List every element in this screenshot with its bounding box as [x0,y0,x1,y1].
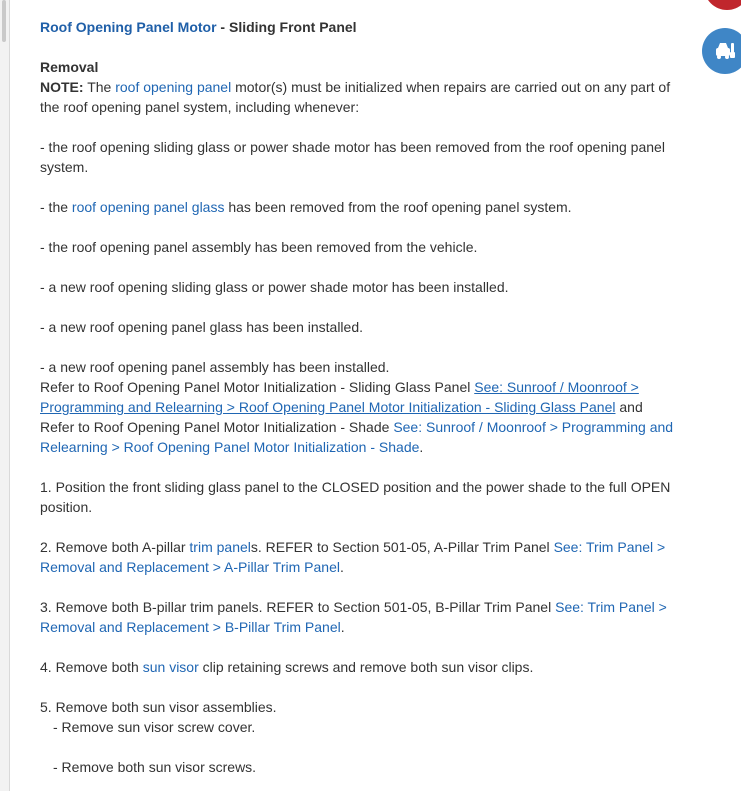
step-5: 5. Remove both sun visor assemblies. [40,699,277,715]
step-3 [40,597,680,637]
refer-paragraph [40,377,680,457]
step-4-post: clip retaining screws and remove both sun visor clips. [198,659,534,675]
refer-text-3: . [419,439,424,455]
bullet-5: - a new roof opening panel glass has been installed. [40,319,363,335]
article [40,17,680,777]
step-4 [40,657,680,677]
refer-text-1: Refer to Roof Opening Panel Motor Initialization - Sliding Glass Panel [40,379,475,395]
note-label: NOTE: [40,79,84,95]
step-2 [40,537,680,577]
step-2-pre: 2. Remove both A-pillar [40,539,190,555]
title-rest: - Sliding Front Panel [216,19,357,35]
sun-visor-link[interactable]: sun visor [142,659,199,675]
a-pillar-trim-link[interactable]: See: Trim Panel > Removal and Replacement > A-Pillar Trim Panel [40,539,666,575]
step-2-end: . [339,559,344,575]
scrollbar[interactable] [0,0,10,791]
note-paragraph [40,77,680,117]
red-action-button[interactable] [704,0,741,10]
bullet-4: - a new roof opening sliding glass or power shade motor has been installed. [40,279,509,295]
step-4-pre: 4. Remove both [40,659,143,675]
roof-opening-panel-link[interactable]: roof opening panel [115,79,232,95]
step-2-mid: s. REFER to Section 501-05, A-Pillar Trim Panel [250,539,554,555]
step-5-substep-b: - Remove both sun visor screws. [53,759,257,775]
step-1: 1. Position the front sliding glass panel to the CLOSED position and the power shade to the full OPEN position. [40,479,671,515]
car-service-icon [713,39,737,63]
bullet-2-pre: - the [40,199,72,215]
shade-init-link[interactable]: See: Sunroof / Moonroof > Programming and Relearning > Roof Opening Panel Motor Initialization - Shade [40,419,674,455]
removal-heading: Removal [40,59,99,75]
refer-text-2: and Refer to Roof Opening Panel Motor Initialization - Shade [40,399,643,435]
title-link[interactable]: Roof Opening Panel Motor [40,19,217,35]
note-pre: The [83,79,116,95]
step-3-end: . [340,619,345,635]
bullet-6: - a new roof opening panel assembly has been installed. [40,359,390,375]
bullet-3: - the roof opening panel assembly has been removed from the vehicle. [40,239,478,255]
bullet-1: - the roof opening sliding glass or power shade motor has been removed from the roof opening panel system. [40,139,665,175]
bullet-2 [40,197,680,217]
step-3-pre: 3. Remove both B-pillar trim panels. REFER to Section 501-05, B-Pillar Trim Panel [40,599,556,615]
trim-panel-link[interactable]: trim panel [189,539,251,555]
sliding-glass-init-link[interactable]: See: Sunroof / Moonroof > Programming and Relearning > Roof Opening Panel Motor Initialization - Sliding Glass Panel [40,379,639,415]
note-post: motor(s) must be initialized when repairs are carried out on any part of the roof opening panel system, including whenever: [40,79,671,115]
step-5-substep-a: - Remove sun visor screw cover. [53,719,256,735]
b-pillar-trim-link[interactable]: See: Trim Panel > Removal and Replacement > B-Pillar Trim Panel [40,599,667,635]
car-service-button[interactable] [702,28,741,74]
bullet-2-post: has been removed from the roof opening panel system. [224,199,572,215]
roof-opening-panel-glass-link[interactable]: roof opening panel glass [71,199,225,215]
scrollbar-thumb[interactable] [2,0,6,42]
page-title [40,17,680,37]
